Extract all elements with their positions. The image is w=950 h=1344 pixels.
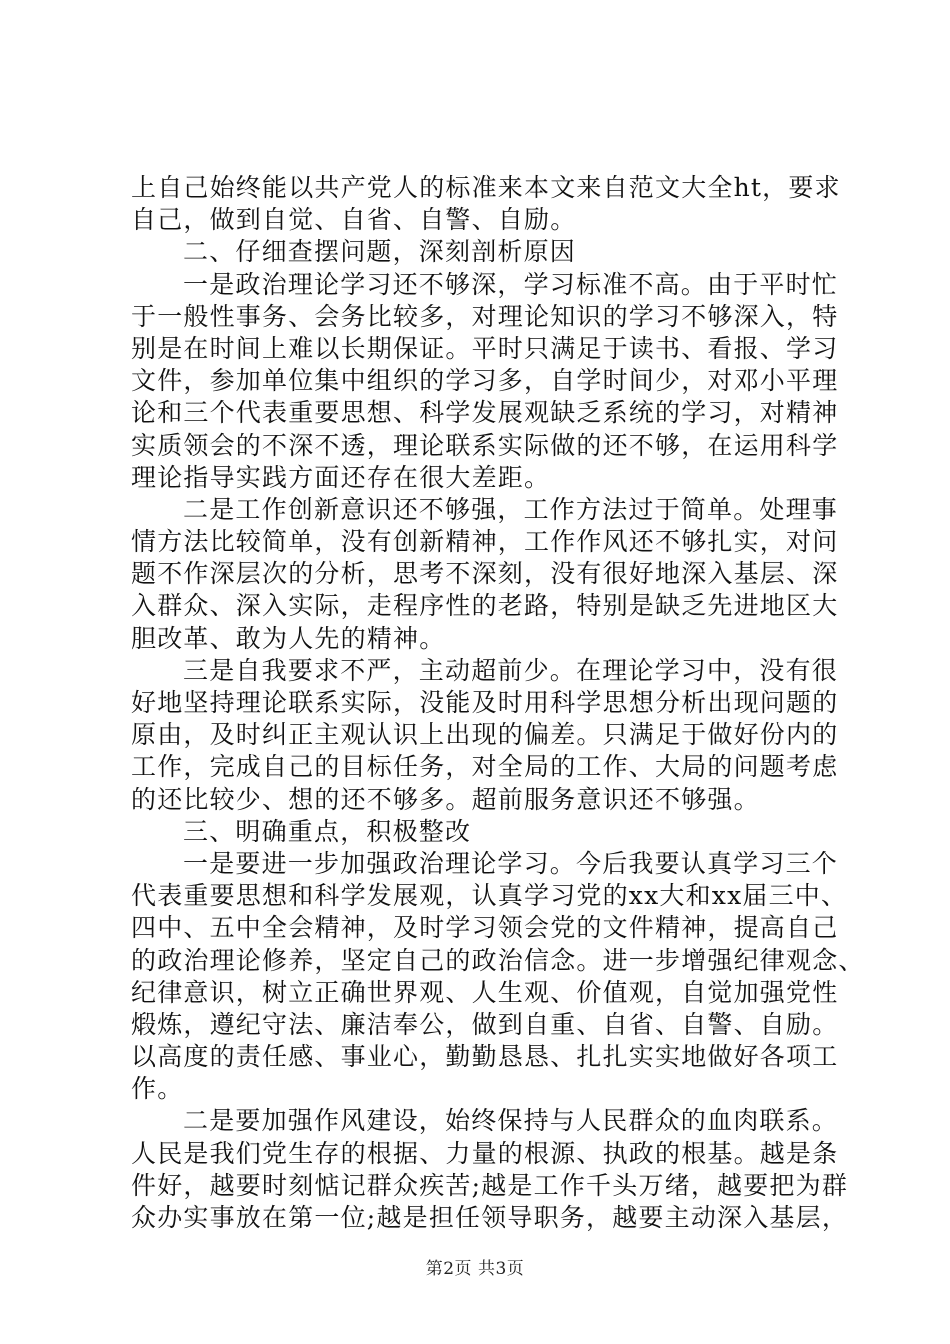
text-line: 实质领会的不深不透，理论联系实际做的还不够，在运用科学: [131, 430, 839, 460]
text-line: 三是自我要求不严，主动超前少。在理论学习中，没有很: [183, 655, 839, 685]
text-line: 原由，及时纠正主观认识上出现的偏差。只满足于做好份内的: [131, 720, 839, 750]
text-line: 胆改革、敢为人先的精神。: [131, 623, 446, 653]
text-line: 一是政治理论学习还不够深，学习标准不高。由于平时忙: [183, 269, 839, 299]
text-line: 情方法比较简单，没有创新精神，工作作风还不够扎实，对问: [131, 527, 839, 557]
text-line: 入群众、深入实际，走程序性的老路，特别是缺乏先进地区大: [131, 591, 839, 621]
text-line: 论和三个代表重要思想、科学发展观缺乏系统的学习，对精神: [131, 398, 839, 428]
text-line: 上自己始终能以共产党人的标准来本文来自范文大全ht，要求: [131, 173, 841, 202]
text-line: 工作，完成自己的目标任务，对全局的工作、大局的问题考虑: [131, 752, 839, 782]
text-line: 理论指导实践方面还存在很大差距。: [131, 462, 551, 492]
text-line: 一是要进一步加强政治理论学习。今后我要认真学习三个: [183, 848, 839, 878]
text-line: 文件，参加单位集中组织的学习多，自学时间少，对邓小平理: [131, 366, 839, 396]
text-line: 众办实事放在第一位;越是担任领导职务，越要主动深入基层，: [131, 1203, 849, 1232]
text-line: 代表重要思想和科学发展观，认真学习党的xx大和xx届三中、: [131, 881, 848, 911]
text-line: 煅炼，遵纪守法、廉洁奉公，做到自重、自省、自警、自励。: [131, 1009, 839, 1039]
text-line: 以高度的责任感、事业心，勤勤恳恳、扎扎实实地做好各项工: [131, 1042, 839, 1072]
text-line: 自己，做到自觉、自省、自警、自励。: [131, 205, 577, 235]
page-number-footer: 第2页 共3页: [425, 1259, 525, 1279]
text-line: 二是要加强作风建设，始终保持与人民群众的血肉联系。: [183, 1106, 839, 1136]
text-line: 作。: [131, 1074, 184, 1104]
section-heading: 三、明确重点，积极整改: [183, 816, 472, 846]
document-body: [131, 172, 865, 1234]
text-line: 于一般性事务、会务比较多，对理论知识的学习不够深入，特: [131, 301, 839, 331]
text-line: 好地坚持理论联系实际，没能及时用科学思想分析出现问题的: [131, 688, 839, 717]
text-line: 纪律意识，树立正确世界观、人生观、价值观，自觉加强党性: [131, 977, 839, 1007]
text-line: 四中、五中全会精神，及时学习领会党的文件精神，提高自己: [131, 913, 839, 943]
section-heading: 二、仔细查摆问题，深刻剖析原因: [183, 237, 577, 267]
text-line: 二是工作创新意识还不够强，工作方法过于简单。处理事: [183, 494, 839, 524]
text-line: 的政治理论修养，坚定自己的政治信念。进一步增强纪律观念、: [131, 945, 865, 975]
text-line: 的还比较少、想的还不够多。超前服务意识还不够强。: [131, 784, 760, 814]
text-line: 题不作深层次的分析，思考不深刻，没有很好地深入基层、深: [131, 559, 839, 589]
text-line: 件好，越要时刻惦记群众疾苦;越是工作千头万绪，越要把为群: [131, 1170, 849, 1200]
text-line: 人民是我们党生存的根据、力量的根源、执政的根基。越是条: [131, 1138, 839, 1168]
text-line: 别是在时间上难以长期保证。平时只满足于读书、看报、学习: [131, 333, 839, 363]
